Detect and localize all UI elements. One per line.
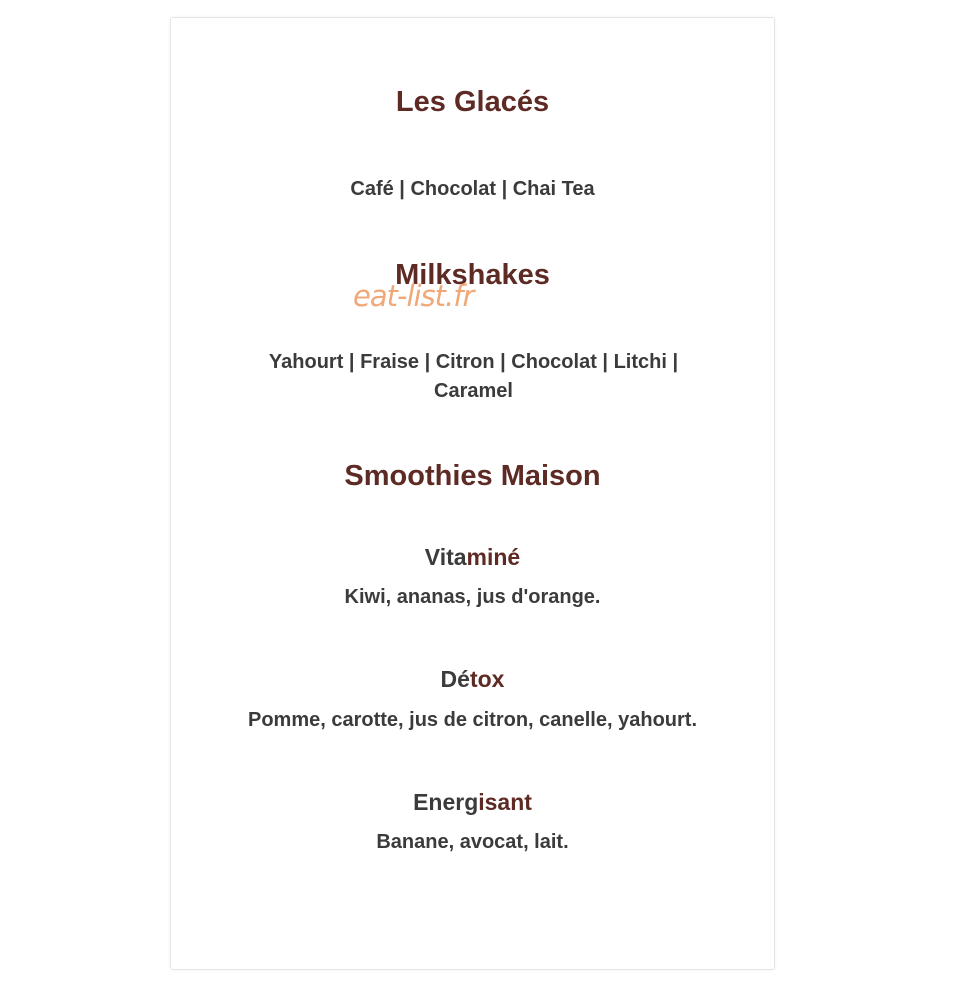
milkshakes-flavors: Yahourt | Fraise | Citron | Chocolat | Litchi | Caramel — [268, 351, 679, 402]
smoothie-name-part: Vita — [424, 544, 467, 570]
smoothie-name-part: tox — [469, 666, 505, 692]
smoothie-name-part: Dé — [440, 666, 470, 692]
watermark: eat-list.fr — [353, 279, 474, 313]
section-title-glaces: Les Glacés — [395, 86, 550, 118]
smoothie-description-detox: Pomme, carotte, jus de citron, canelle, yahourt. — [247, 709, 697, 731]
smoothie-name-vitamine — [171, 546, 774, 569]
smoothie-name-energisant — [171, 791, 774, 814]
smoothie-name-part: isant — [478, 789, 532, 815]
glaces-flavors: Café | Chocolat | Chai Tea — [350, 178, 595, 200]
smoothie-name-part: Energ — [413, 789, 479, 815]
smoothie-name-detox — [171, 668, 774, 691]
section-title-milkshakes: Milkshakes — [395, 259, 550, 291]
menu-card — [170, 17, 775, 970]
smoothie-name-part: miné — [466, 544, 521, 570]
section-title-smoothies: Smoothies Maison — [344, 460, 601, 492]
smoothie-description-energisant: Banane, avocat, lait. — [376, 831, 569, 853]
smoothie-description-vitamine: Kiwi, ananas, jus d'orange. — [344, 586, 601, 608]
